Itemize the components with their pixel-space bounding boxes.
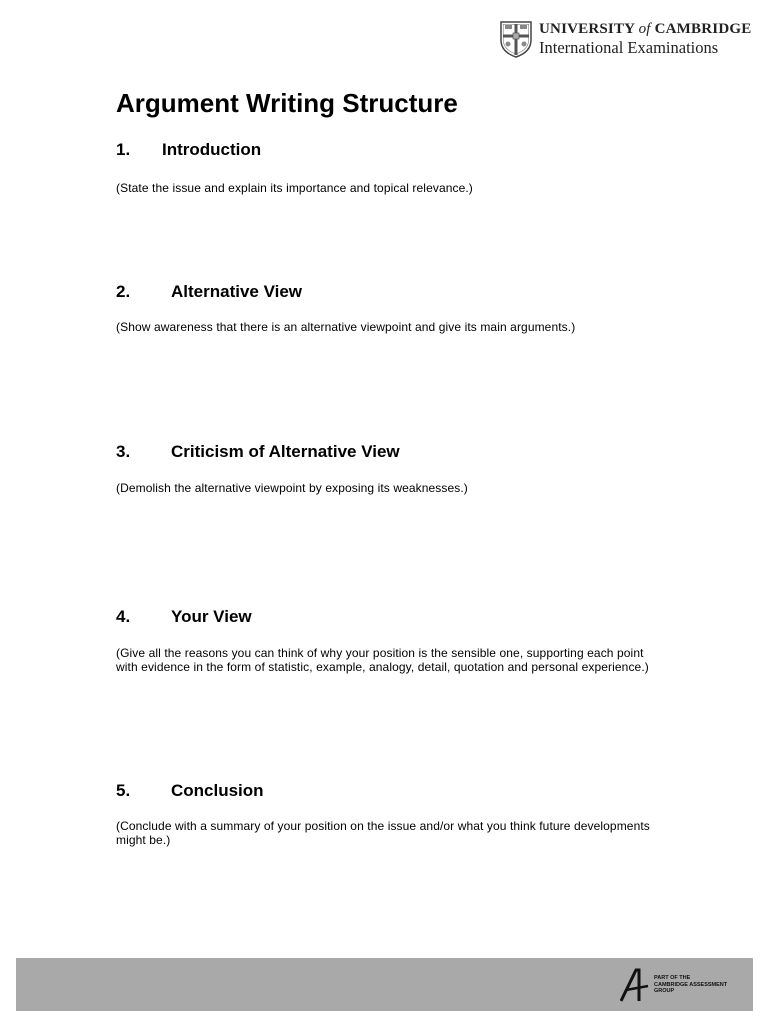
section-heading-your-view — [116, 606, 252, 628]
section-number: 4. — [116, 607, 131, 626]
section-title: Your View — [171, 607, 252, 626]
section-number: 2. — [116, 282, 131, 301]
section-heading-conclusion — [116, 780, 264, 802]
section-number: 1. — [116, 140, 131, 159]
section-number: 5. — [116, 781, 131, 800]
university-logo — [499, 20, 751, 60]
section-heading-introduction — [116, 139, 261, 161]
assessment-text-line: PART OF THE — [654, 975, 691, 982]
cambridge-crest-icon — [499, 20, 533, 58]
section-description: (Conclude with a summary of your position on the issue and/or what you think future developments might be.) — [116, 819, 650, 847]
cambridge-assessment-logo — [620, 967, 727, 1003]
section-title: Criticism of Alternative View — [171, 442, 400, 461]
section-heading-alternative-view — [116, 281, 302, 303]
section-description: (State the issue and explain its importance and topical relevance.) — [116, 181, 473, 195]
section-title: Alternative View — [171, 282, 303, 301]
assessment-text-line: GROUP — [654, 988, 675, 995]
logo-subtitle: International Examinations — [539, 38, 719, 57]
section-number: 3. — [116, 442, 131, 461]
section-description: (Give all the reasons you can think of why your position is the sensible one, supporting each point with evidence in the form of statistic, example, analogy, detail, quotation and personal experience.) — [116, 646, 649, 674]
section-title: Conclusion — [171, 781, 264, 800]
section-heading-criticism — [116, 441, 400, 463]
section-title: Introduction — [162, 140, 262, 159]
cambridge-assessment-a-icon — [620, 968, 650, 1002]
section-description: (Show awareness that there is an alternative viewpoint and give its main arguments.) — [116, 320, 576, 334]
footer-bar — [16, 958, 753, 1011]
section-description: (Demolish the alternative viewpoint by exposing its weaknesses.) — [116, 481, 468, 495]
page-title: Argument Writing Structure — [116, 88, 458, 118]
logo-university-name: UNIVERSITY of CAMBRIDGE — [539, 21, 752, 37]
assessment-text-line: CAMBRIDGE ASSESSMENT — [654, 981, 728, 988]
